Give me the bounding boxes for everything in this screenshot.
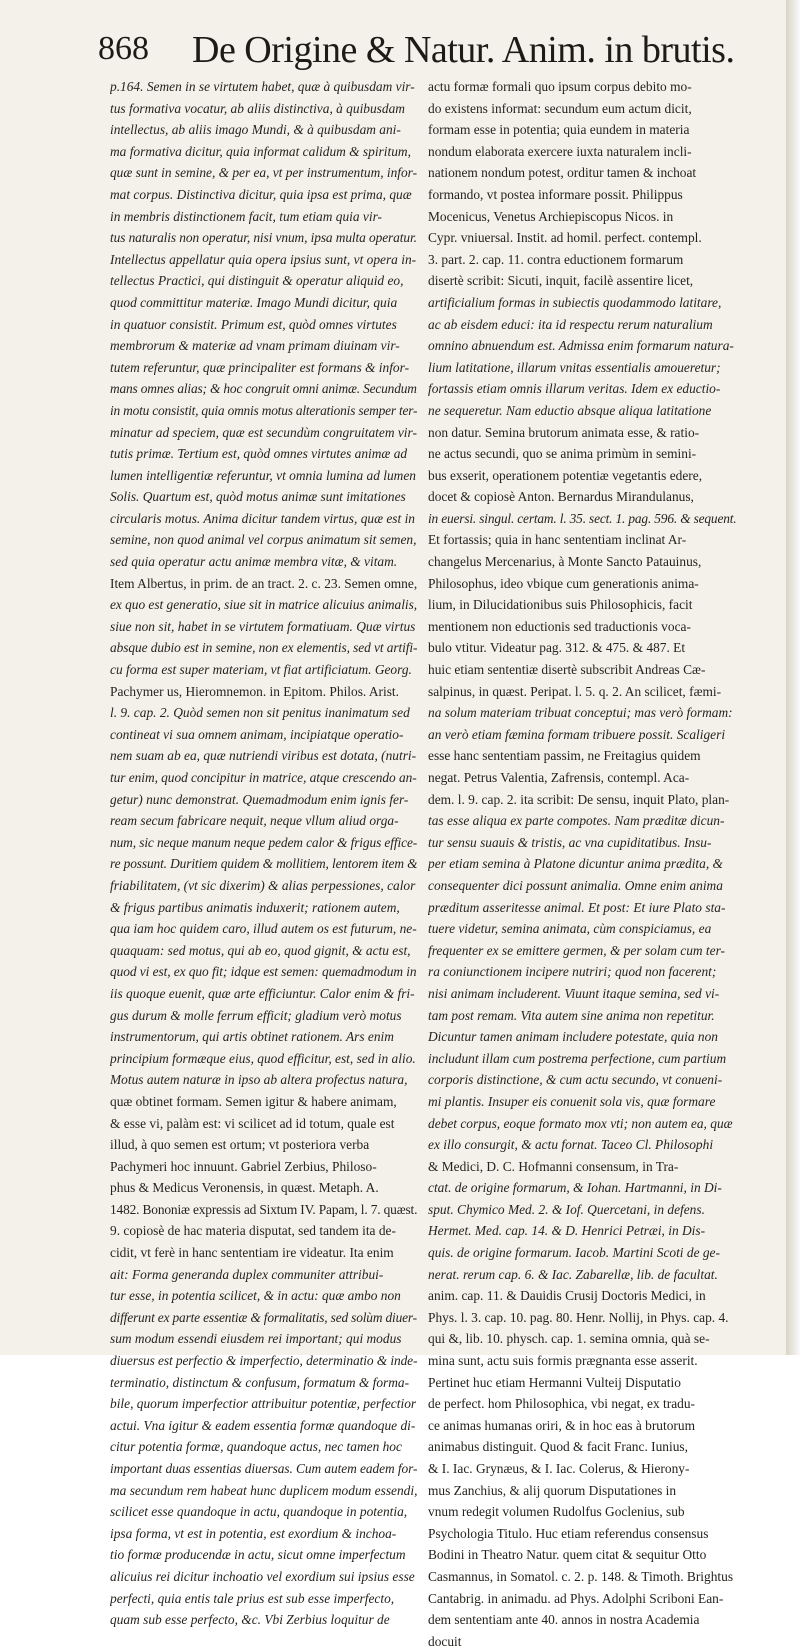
text-line: formando, vt postea informare possit. Philippus	[428, 186, 683, 202]
text-line: 1482. Bononiæ expressis ad Sixtum IV. Papam, l. 7. quæst.	[110, 1201, 417, 1217]
text-line: tuere videtur, semina animata, cùm conspiciamus, ea	[428, 921, 712, 937]
text-line: negat. Petrus Valentia, Zafrensis, contempl. Aca-	[428, 770, 690, 785]
text-line: an verò etiam fæmina formam tribuere possit. Scaligeri	[428, 726, 726, 742]
text-line: Motus autem naturæ in ipso ab altera profectus natura,	[110, 1072, 408, 1088]
text-line: debet corpus, eoque formato mox vti; non autem ea, quæ	[428, 1115, 733, 1131]
text-line: salpinus, in quæst. Peripat. l. 5. q. 2. An scilicet, fæmi-	[428, 683, 722, 699]
text-line: intellectus, ab aliis imago Mundi, & à quibusdam ani-	[110, 122, 401, 138]
right-column	[428, 76, 736, 1652]
text-line: mans omnes alias; & hoc congruit omni animæ. Secundum	[110, 381, 417, 397]
text-line: tas esse aliqua ex parte compotes. Nam præditæ dicun-	[428, 813, 725, 829]
text-line: principium formæque eius, quod efficitur, est, sed in alio.	[110, 1050, 416, 1066]
text-line: tur enim, quod concipitur in matrice, atque crescendo an-	[110, 770, 417, 785]
text-line: tur sensu suauis & tristis, ac vna cupiditatibus. Insu-	[428, 834, 712, 850]
text-line: tio formæ producendæ in actu, sicut omne imperfectum	[110, 1547, 406, 1563]
text-line: quaquam: sed motus, qui ab eo, quod gignit, & actu est,	[110, 942, 411, 958]
text-line: do existens informat: secundum eum actum dicit,	[428, 100, 692, 116]
text-line: Mocenicus, Venetus Archiepiscopus Nicos. in	[428, 208, 674, 224]
text-line: citur potentia formæ, quandoque actus, nec tamen hoc	[110, 1439, 402, 1455]
text-line: friabilitatem, (vt sic dixerim) & alias perpessiones, calor	[110, 877, 416, 893]
text-line: differunt ex parte essentiæ & formalitatis, sed solùm diuer-	[110, 1309, 417, 1325]
text-line: mentionem non eductionis sed traductionis voca-	[428, 618, 691, 634]
text-line: l. 9. cap. 2. Quòd semen non sit penitus inanimatum sed	[110, 705, 410, 721]
text-line: actui. Vna igitur & eadem essentia formæ quandoque di-	[110, 1417, 416, 1433]
text-line: siue non sit, habet in se virtutem formatiuam. Quæ virtus	[110, 618, 416, 634]
text-line: ce animas humanas oriri, & in hoc eas à brutorum	[428, 1417, 695, 1433]
text-line: gus durum & molle ferrum efficit; gladium verò motus	[110, 1007, 402, 1023]
text-line: bus exserit, operationem potentiæ vegetantis edere,	[428, 467, 703, 483]
text-line: ex illo consurgit, & actu fornat. Taceo Cl. Philosophi	[428, 1137, 714, 1153]
text-line: lium latitatione, illarum vnitas essentialis amoueretur;	[428, 359, 721, 375]
text-line: tutem referuntur, quæ principaliter est formans & infor-	[110, 359, 410, 375]
text-line: sum modum essendi eiusdem rei important; qui modus	[110, 1331, 402, 1347]
text-line: mus Zanchius, & alij quorum Disputationes in	[428, 1482, 677, 1498]
text-line: ipsa forma, vt est in potentia, est exordium & inchoa-	[110, 1525, 397, 1541]
text-line: præditum asseritesse animal. Et post: Et iure Plato sta-	[428, 899, 726, 915]
text-line: ne sequeretur. Nam eductio absque aliqua latitatione	[428, 402, 712, 418]
text-line: mat corpus. Distinctiva dicitur, quia ipsa est prima, quæ	[110, 186, 412, 202]
text-line: qua iam hoc quidem caro, illud autem os est futurum, ne-	[110, 921, 417, 937]
text-line: num, sic neque manum neque pedem calor & frigus effice-	[110, 834, 417, 850]
text-line: Phys. l. 3. cap. 10. pag. 80. Henr. Nollij, in Phys. cap. 4.	[428, 1309, 729, 1325]
text-line: animabus distinguit. Quod & facit Franc. Iunius,	[428, 1439, 688, 1455]
running-head: De Origine & Natur. Anim. in brutis.	[192, 29, 735, 71]
text-line: semine, non quod animal vel corpus animatum sit semen,	[110, 532, 417, 548]
text-line: Intellectus appellatur quia opera ipsius sunt, vt opera in-	[110, 251, 417, 267]
text-line: tam post remam. Vita autem sine anima non repetitur.	[428, 1007, 715, 1023]
text-line: ctat. de origine formarum, & Iohan. Hartmanni, in Di-	[428, 1180, 722, 1196]
text-line: sed quia operatur actu animæ membra vitæ, & vitam.	[110, 554, 398, 570]
text-line: quis. de origine formarum. Iacob. Martini Scoti de ge-	[428, 1245, 720, 1261]
text-line: nerat. rerum cap. 6. & Iac. Zabarellæ, lib. de facultat.	[428, 1266, 718, 1282]
text-line: Casmannus, in Somatol. c. 2. p. 148. & Timoth. Brightus	[428, 1568, 734, 1584]
text-line: disertè scribit: Sicuti, inquit, facilè assentire licet,	[428, 273, 694, 289]
text-line: frequenter ex se emittere germen, & per solam cum ter-	[428, 942, 725, 958]
page-number: 868	[98, 30, 149, 67]
text-line: Cypr. vniuersal. Instit. ad homil. perfect. contempl.	[428, 230, 702, 246]
text-line: illud, à quo semen est ortum; vt posteriora verba	[110, 1137, 370, 1153]
text-line: mina sunt, actu suis formis prægnanta esse asserit.	[428, 1353, 698, 1369]
text-line: instrumentorum, qui artis obtinet rationem. Ars enim	[110, 1029, 394, 1045]
text-line: formam esse in potentia; quia eundem in materia	[428, 122, 690, 138]
text-line: per etiam semina à Platone dicuntur anima prædita, &	[428, 856, 723, 872]
text-line: & I. Iac. Grynæus, & I. Iac. Colerus, & Hierony-	[428, 1461, 690, 1476]
text-line: alicuius rei dicitur inchoatio vel exordium sui ipsius esse	[110, 1568, 415, 1584]
text-line: minatur ad speciem, quæ est secundùm congruitatem vir-	[110, 424, 417, 440]
text-line: contineat vi sua omnem animam, incipiatque operatio-	[110, 726, 404, 742]
text-line: Pertinet huc etiam Hermanni Vulteij Disputatio	[428, 1374, 681, 1390]
text-line: fortassis etiam omnis illarum veritas. Idem ex eductio-	[428, 381, 721, 397]
text-line: quod vi est, ex quo fit; idque est semen: quemadmodum in	[110, 964, 417, 980]
page-header	[98, 28, 735, 78]
text-line: dem. l. 9. cap. 2. ita scribit: De sensu, inquit Plato, plan-	[428, 791, 730, 807]
text-line: tellectus Practici, qui distinguit & operatur aliquid eo,	[110, 273, 404, 289]
text-line: Item Albertus, in prim. de an tract. 2. c. 23. Semen omne,	[110, 575, 417, 591]
text-line: circularis motus. Anima dicitur tandem virtus, quæ est in	[110, 510, 416, 526]
text-line: nisi animam includerent. Viuunt itaque semina, sed vi-	[428, 985, 720, 1001]
text-line: scilicet esse quandoque in actu, quandoque in potentia,	[110, 1504, 408, 1520]
text-line: ex quo est generatio, siue sit in matrice alicuius animalis,	[110, 597, 417, 613]
text-line: Bodini in Theatro Natur. quem citat & sequitur Otto	[428, 1547, 707, 1563]
text-line: in motu consistit, quia omnis motus alterationis semper ter-	[110, 402, 417, 418]
text-line: perfecti, quia entis tale prius est sub esse imperfecto,	[110, 1590, 395, 1606]
text-line: Hermet. Med. cap. 14. & D. Henrici Petræi, in Dis-	[428, 1223, 706, 1239]
text-line: absque dubio est in semine, non ex elementis, sed vt artifi-	[110, 640, 417, 656]
text-line: includunt illam cum postrema perfectione, cum partium	[428, 1050, 727, 1066]
text-line: actu formæ formali quo ipsum corpus debito mo-	[428, 79, 692, 94]
text-line: quæ sunt in semine, & per ea, vt per instrumentum, infor-	[110, 165, 417, 181]
text-line: re possunt. Duritiem quidem & mollitiem, lentorem item &	[110, 856, 417, 872]
text-line: quam sub esse perfecto, &c. Vbi Zerbius loquitur de	[110, 1612, 390, 1628]
text-line: & esse vi, palàm est: vi scilicet ad id totum, quale est	[110, 1115, 395, 1131]
text-line: tutis primæ. Tertium est, quòd omnes virtutes animæ ad	[110, 446, 408, 462]
text-line: Psychologia Titulo. Huc etiam referendus consensus	[428, 1525, 709, 1541]
text-line: corporis distinctione, & cum actu secundo, vt conueni-	[428, 1072, 723, 1088]
text-line: cidit, vt ferè in hanc sententiam ire videatur. Ita enim	[110, 1245, 394, 1261]
text-line: mi plantis. Insuper eis conuenit sola vis, quæ formare	[428, 1093, 716, 1109]
text-line: important duas essentias diuersas. Cum autem eadem for-	[110, 1461, 417, 1476]
text-line: ac ab eisdem educi: ita id respectu rerum naturalium	[428, 316, 713, 332]
text-line: tus formativa vocatur, ab aliis distinctiva, à quibusdam	[110, 100, 405, 116]
text-line: in quatuor consistit. Primum est, quòd omnes virtutes	[110, 316, 397, 332]
text-line: phus & Medicus Veronensis, in quæst. Metaph. A.	[110, 1180, 379, 1196]
text-line: nondum elaborata exercere iuxta naturalem incli-	[428, 143, 692, 159]
text-line: ra coniunctionem incipere nutriri; quod non facerent;	[428, 964, 717, 980]
text-line: Et fortassis; quia in hanc sententiam inclinat Ar-	[428, 532, 687, 548]
text-line: ream secum fabricare nequit, neque vllum aliud orga-	[110, 813, 399, 829]
text-line: na solum materiam tribuat conceptui; mas verò formam:	[428, 705, 733, 721]
text-line: anim. cap. 11. & Dauidis Crusij Doctoris Medici, in	[428, 1288, 706, 1304]
text-line: diuersus est perfectio & imperfectio, determinatio & inde-	[110, 1353, 417, 1369]
text-line: ma secundum rem habeat hunc duplicem modum essendi,	[110, 1482, 417, 1498]
text-line: changelus Mercenarius, à Monte Sancto Patauinus,	[428, 554, 702, 570]
text-line: esse hanc sententiam passim, ne Freitagius quidem	[428, 748, 701, 764]
text-line: consequenter dici possunt animalia. Omne enim anima	[428, 877, 723, 893]
text-line: docet & copiosè Anton. Bernardus Mirandulanus,	[428, 489, 694, 505]
text-line: qui &, lib. 10. physch. cap. 1. semina omnia, quà se-	[428, 1331, 710, 1347]
text-line: ma formativa dicitur, quia informat calidum & spiritum,	[110, 143, 411, 159]
text-line: Dicuntur tamen animam includere potestate, quia non	[428, 1029, 718, 1045]
text-line: huic etiam sententiæ disertè subscribit Andreas Cæ-	[428, 662, 706, 678]
text-line: artificialium formas in subiectis quodammodo latitare,	[428, 294, 722, 310]
text-line: terminatio, distinctum & confusum, formatum & forma-	[110, 1374, 410, 1390]
left-column	[110, 76, 417, 1631]
text-line: 3. part. 2. cap. 11. contra eductionem formarum	[428, 251, 684, 267]
text-line: dem sententiam ante 40. annos in nostra Academia	[428, 1612, 700, 1628]
text-line: cu forma est super materiam, vt fiat artificiatum. Georg.	[110, 662, 412, 678]
text-line: Solis. Quartum est, quòd motus animæ sunt imitationes	[110, 489, 406, 505]
text-line: sput. Chymico Med. 2. & Iof. Quercetani, in defens.	[428, 1201, 705, 1217]
text-line: in membris distinctionem facit, tum etiam quia vir-	[110, 208, 382, 224]
text-line: docuit	[428, 1633, 462, 1649]
text-line: nationem nondum potest, orditur tamen & inchoat	[428, 165, 697, 181]
text-line: p.164. Semen in se virtutem habet, quæ à quibusdam vir-	[110, 79, 415, 94]
text-line: lium, in Dilucidationibus suis Philosophicis, facit	[428, 597, 693, 613]
page-edge	[786, 0, 800, 1355]
text-line: ait: Forma generanda duplex communiter attribui-	[110, 1266, 384, 1282]
text-line: & frigus partibus animatis induxerit; rationem autem,	[110, 899, 400, 915]
text-line: tus naturalis non operatur, nisi vnum, ipsa multa operatur.	[110, 230, 417, 246]
text-line: omnino abnuendum est. Admissa enim formarum natura-	[428, 338, 734, 354]
text-line: de perfect. hom Philosophica, vbi negat, ex tradu-	[428, 1396, 695, 1412]
text-line: vnum redegit volumen Rudolfus Goclenius, sub	[428, 1504, 685, 1520]
text-line: Pachymeri hoc innuunt. Gabriel Zerbius, Philoso-	[110, 1158, 377, 1174]
text-line: Pachymer us, Hieromnemon. in Epitom. Philos. Arist.	[110, 683, 399, 699]
text-line: 9. copiosè de hac materia disputat, sed tandem ita de-	[110, 1223, 396, 1239]
text-line: in euersi. singul. certam. l. 35. sect. 1. pag. 596. & sequent.	[428, 510, 736, 526]
text-line: Philosophus, ideo vbique cum generationis anima-	[428, 575, 699, 591]
text-line: iis quoque euenit, quæ arte efficiuntur. Calor enim & fri-	[110, 985, 415, 1001]
text-line: tur esse, in potentia scilicet, & in actu: quæ ambo non	[110, 1288, 401, 1304]
text-line: Cantabrig. in animadu. ad Phys. Adolphi Scriboni Ean-	[428, 1590, 724, 1606]
text-line: non datur. Semina brutorum animata esse, & ratio-	[428, 424, 700, 440]
text-line: lumen intelligentiæ referuntur, vt omnia lumina ad lumen	[110, 467, 416, 483]
text-line: quod committitur materiæ. Imago Mundi dicitur, quia	[110, 294, 398, 310]
text-line: ne actus secundi, quo se anima primùm in semini-	[428, 446, 697, 462]
text-line: bile, quorum imperfectior attribuitur potentiæ, perfectior	[110, 1396, 417, 1412]
text-line: bulo vtitur. Videatur pag. 312. & 475. & 487. Et	[428, 640, 686, 656]
text-line: getur) nunc demonstrat. Quemadmodum enim ignis fer-	[110, 791, 409, 807]
text-line: & Medici, D. C. Hofmanni consensum, in Tra-	[428, 1158, 679, 1174]
text-line: membrorum & materiæ ad vnam primam diuinam vir-	[110, 338, 400, 354]
text-line: quæ obtinet formam. Semen igitur & habere animam,	[110, 1093, 397, 1109]
text-line: nem suam ab ea, quæ nutriendi viribus est dotata, (nutri-	[110, 748, 417, 764]
